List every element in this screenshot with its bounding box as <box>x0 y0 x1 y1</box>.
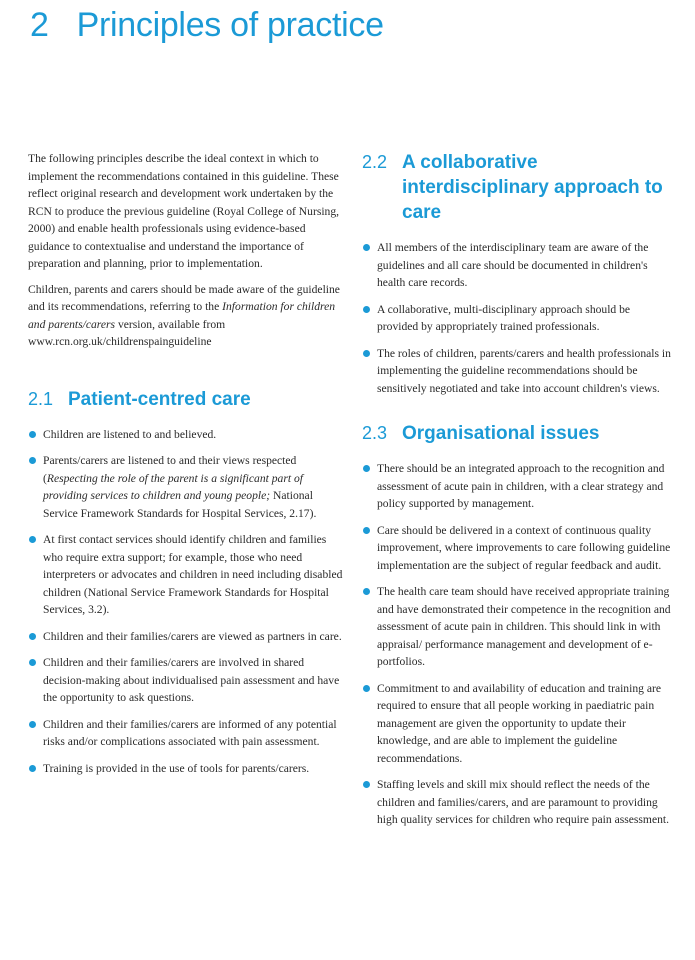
list-item-text: Care should be delivered in a context of continuous quality improvement, where improvements to care following guideline implementation are the subject of regular feedback and audit. <box>377 523 671 572</box>
bullet-icon <box>29 721 36 728</box>
list-item <box>28 654 343 707</box>
list-item <box>362 680 672 768</box>
section-2-2-list <box>362 239 672 397</box>
list-item-text: Children and their families/carers are informed of any potential risks and/or complications associated with pain assessment. <box>43 717 337 748</box>
list-item-text: Children and their families/carers are involved in shared decision-making about individualised pain assessment and have the opportunity to ask questions. <box>43 656 340 704</box>
list-item-text: Commitment to and availability of education and training are required to ensure that all people working in paediatric pain management are given the opportunity to update their knowledge, and are able to implement the guideline recommendations. <box>377 681 661 765</box>
bullet-icon <box>363 306 370 313</box>
chapter-title <box>30 6 384 45</box>
chapter-number: 2 <box>30 6 49 44</box>
list-item <box>362 776 672 829</box>
list-item-text: A collaborative, multi-disciplinary approach should be provided by appropriately trained professionals. <box>377 302 631 333</box>
list-item <box>28 716 343 751</box>
right-column <box>362 150 672 838</box>
bullet-icon <box>363 244 370 251</box>
bullet-icon <box>29 431 36 438</box>
section-2-3-title: Organisational issues <box>402 423 600 444</box>
bullet-icon <box>363 527 370 534</box>
section-2-2-number: 2.2 <box>362 152 388 172</box>
section-2-3-number: 2.3 <box>362 423 388 443</box>
list-item <box>28 760 343 778</box>
list-item-italic: Respecting the role of the parent is a significant part of providing services to children and young people; <box>43 471 303 502</box>
list-item <box>362 301 672 336</box>
bullet-icon <box>29 536 36 543</box>
section-2-1-title: Patient-centred care <box>68 388 251 410</box>
intro-p2-before: Children, parents and carers should be made aware of the guideline and its recommendations, referring to the <box>28 282 340 313</box>
list-item <box>362 345 672 398</box>
list-item <box>28 531 343 619</box>
section-2-1-heading <box>28 387 343 412</box>
list-item-text: The roles of children, parents/carers and health professionals in implementing the guideline recommendations should be sensitively negotiated and take into account children's views. <box>377 346 671 395</box>
intro-p2-after: version, available from www.rcn.org.uk/childrenspainguideline <box>28 317 226 348</box>
list-item <box>28 426 343 444</box>
bullet-icon <box>29 659 36 666</box>
bullet-icon <box>363 350 370 357</box>
list-item-text: Children and their families/carers are viewed as partners in care. <box>43 629 342 643</box>
left-column <box>28 150 343 786</box>
list-item-text: Training is provided in the use of tools for parents/carers. <box>43 761 310 775</box>
bullet-icon <box>29 765 36 772</box>
list-item <box>362 522 672 575</box>
list-item-text: National Service Framework Standards for Hospital Services, 2.17). <box>43 489 317 520</box>
list-item-text: Children are listened to and believed. <box>43 427 217 441</box>
section-2-3-list <box>362 460 672 829</box>
bullet-icon <box>363 588 370 595</box>
chapter-title-text: Principles of practice <box>76 6 384 44</box>
list-item-text: At first contact services should identify children and families who require extra support; for example, those who need interpreters or advocates and children in need including disabled children (National Service Framework Standards for Hospital Services, 3.2). <box>43 533 343 616</box>
intro-paragraph-2 <box>28 281 343 351</box>
bullet-icon <box>29 633 36 640</box>
list-item-text: All members of the interdisciplinary team are aware of the guidelines and all care should be documented in children's health care records. <box>377 241 649 289</box>
intro-paragraph-1: The following principles describe the ideal context in which to implement the recommendations contained in this guideline. These reflect original research and development work undertaken by the RCN to produce the previous guideline (Royal College of Nursing, 2000) and enable health professionals using evidence-based guidance to contextualise and understand the importance of preparation and planning, prior to implementation. <box>28 152 340 270</box>
section-2-2-heading <box>362 150 672 225</box>
list-item-text: The health care team should have received appropriate training and have demonstrated their competence in the recognition and assessment of acute pain in children. This should link in with appraisal/ performance management and development of e-portfolios. <box>377 585 671 668</box>
section-2-1-number: 2.1 <box>28 388 54 409</box>
section-2-3-heading <box>362 421 672 446</box>
list-item <box>362 460 672 513</box>
bullet-icon <box>363 465 370 472</box>
bullet-icon <box>29 457 36 464</box>
section-2-1-list <box>28 426 343 778</box>
list-item <box>28 452 343 522</box>
section-2-2-title: A collaborative interdisciplinary approach to care <box>402 152 663 223</box>
bullet-icon <box>363 781 370 788</box>
list-item-text: Staffing levels and skill mix should reflect the needs of the children and families/carers, and are paramount to providing high quality services for children who require pain assessment. <box>377 778 670 826</box>
bullet-icon <box>363 685 370 692</box>
list-item-text: Parents/carers are listened to and their views respected ( <box>43 454 297 485</box>
list-item <box>362 583 672 671</box>
list-item <box>28 628 343 646</box>
intro-p2-italic: Information for children and parents/carers <box>28 300 336 331</box>
list-item-text: There should be an integrated approach to the recognition and assessment of acute pain in children, with a clear strategy and policy supported by management. <box>377 462 665 510</box>
list-item <box>362 239 672 292</box>
